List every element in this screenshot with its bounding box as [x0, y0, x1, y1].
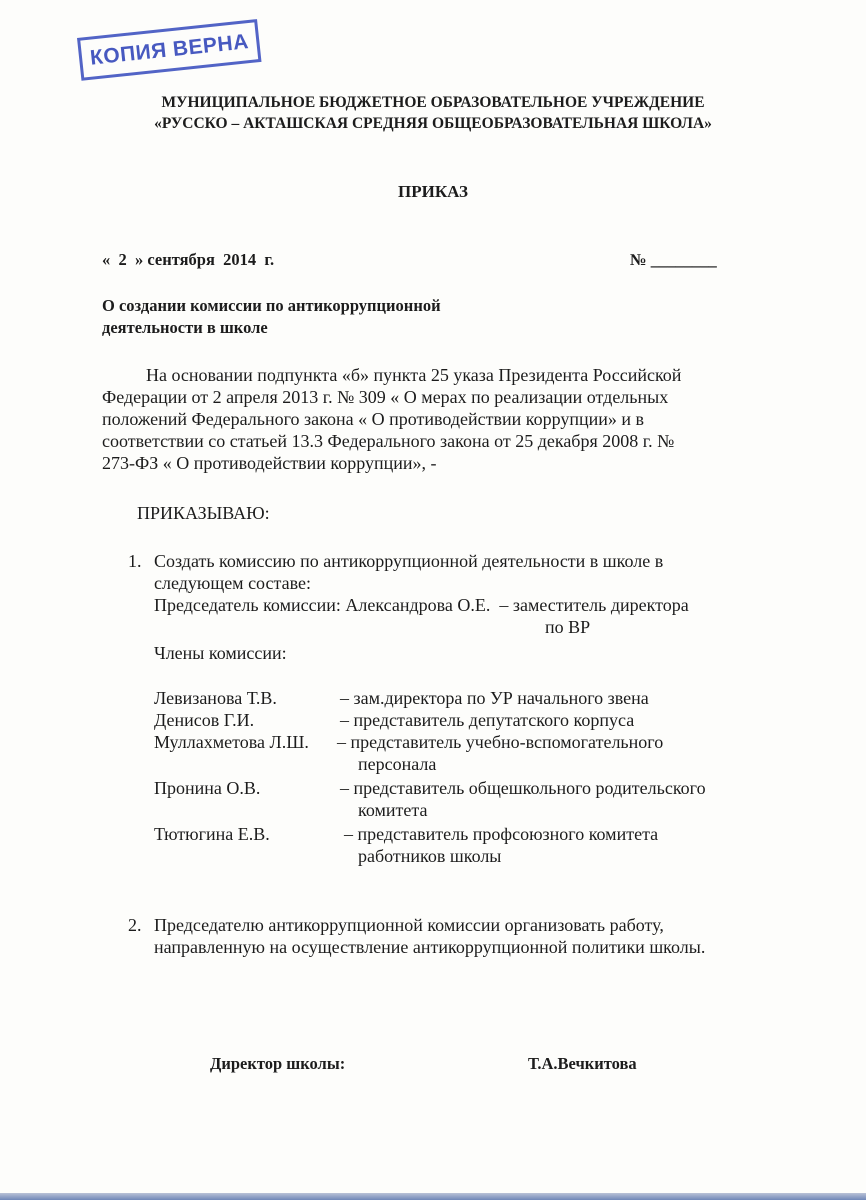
signature-name: Т.А.Вечкитова	[528, 1054, 637, 1073]
subject-line2: деятельности в школе	[102, 318, 268, 337]
member-name: Пронина О.В.	[154, 778, 261, 798]
scan-edge-line	[0, 1193, 866, 1200]
member-role: – представитель профсоюзного комитета	[344, 824, 659, 844]
member-name: Левизанова Т.В.	[154, 688, 277, 708]
copy-verified-stamp: КОПИЯ ВЕРНА	[77, 19, 262, 81]
member-role: – представитель депутатского корпуса	[340, 710, 635, 730]
signature-position: Директор школы:	[210, 1054, 346, 1073]
member-name: Денисов Г.И.	[154, 710, 255, 730]
item2-line1: Председателю антикоррупционной комиссии организовать работу,	[154, 915, 664, 935]
order-number: № ________	[630, 250, 717, 269]
member-name: Муллахметова Л.Ш.	[154, 732, 309, 752]
item1-line1: Создать комиссию по антикоррупционной деятельности в школе в	[154, 551, 664, 571]
chairman-line: Председатель комиссии: Александрова О.Е. – заместитель директора	[154, 595, 689, 615]
member-role-continuation: комитета	[358, 800, 428, 820]
member-name: Тютюгина Е.В.	[154, 824, 270, 844]
preamble-line: соответствии со статьей 13.3 Федерального закона от 25 декабря 2008 г. №	[102, 431, 675, 451]
organization-name-line1: МУНИЦИПАЛЬНОЕ БЮДЖЕТНОЕ ОБРАЗОВАТЕЛЬНОЕ УЧРЕЖДЕНИЕ	[161, 94, 705, 111]
document-title: ПРИКАЗ	[398, 182, 468, 201]
organization-name-line2: «РУССКО – АКТАШСКАЯ СРЕДНЯЯ ОБЩЕОБРАЗОВАТЕЛЬНАЯ ШКОЛА»	[154, 115, 712, 132]
order-date: « 2 » сентября 2014 г.	[102, 250, 275, 269]
member-role: – представитель общешкольного родительского	[340, 778, 706, 798]
subject-line1: О создании комиссии по антикоррупционной	[102, 296, 441, 315]
order-word: ПРИКАЗЫВАЮ:	[137, 503, 270, 523]
members-label: Члены комиссии:	[154, 643, 287, 663]
item1-line2: следующем составе:	[154, 573, 311, 593]
item-number: 1.	[128, 551, 142, 571]
member-role-continuation: персонала	[358, 754, 437, 774]
chairman-line-continuation: по ВР	[545, 617, 591, 637]
preamble-line: Федерации от 2 апреля 2013 г. № 309 « О мерах по реализации отдельных	[102, 387, 669, 407]
preamble-line: На основании подпункта «б» пункта 25 указа Президента Российской	[146, 365, 682, 385]
item2-line2: направленную на осуществление антикоррупционной политики школы.	[154, 937, 706, 957]
item-number: 2.	[128, 915, 142, 935]
member-role-continuation: работников школы	[358, 846, 502, 866]
member-role: – зам.директора по УР начального звена	[340, 688, 649, 708]
preamble-line: 273-ФЗ « О противодействии коррупции», -	[102, 453, 437, 473]
preamble-line: положений Федерального закона « О противодействии коррупции» и в	[102, 409, 645, 429]
member-role: – представитель учебно-вспомогательного	[337, 732, 664, 752]
